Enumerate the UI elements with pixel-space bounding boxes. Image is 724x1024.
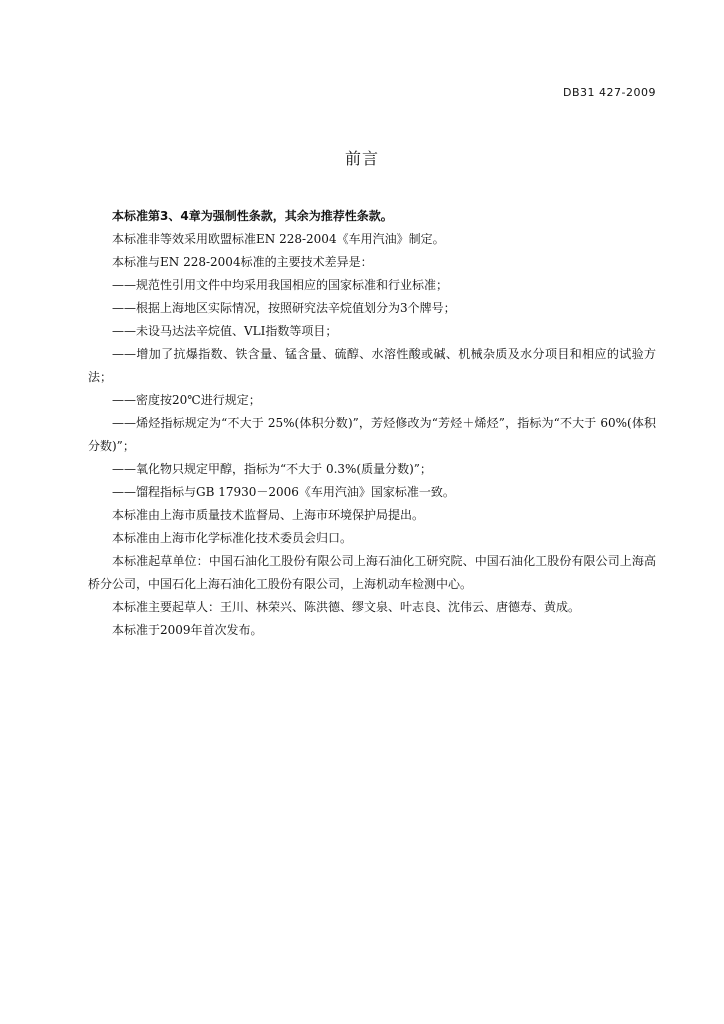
difference-item: ——规范性引用文件中均采用我国相应的国家标准和行业标准； bbox=[112, 278, 449, 292]
paragraph-drafters: 本标准主要起草人：王川、林荣兴、陈洪德、缪文泉、叶志良、沈伟云、唐德寿、黄成。 bbox=[112, 600, 581, 614]
difference-item: ——馏程指标与GB 17930－2006《车用汽油》国家标准一致。 bbox=[112, 485, 455, 499]
difference-item: ——未设马达法辛烷值、VLI指数等项目； bbox=[112, 324, 338, 338]
document-code: DB31 427-2009 bbox=[563, 86, 656, 99]
foreword-body bbox=[88, 205, 656, 642]
paragraph-mandatory-clauses: 本标准第3、4章为强制性条款，其余为推荐性条款。 bbox=[112, 209, 393, 223]
paragraph-proposer: 本标准由上海市质量技术监督局、上海市环境保护局提出。 bbox=[112, 508, 425, 522]
paragraph-centralized-by: 本标准由上海市化学标准化技术委员会归口。 bbox=[112, 531, 353, 545]
paragraph-first-release: 本标准于2009年首次发布。 bbox=[112, 623, 263, 637]
paragraph-drafting-units: 本标准起草单位：中国石油化工股份有限公司上海石油化工研究院、中国石油化工股份有限公司上海高桥分公司，中国石化上海石油化工股份有限公司，上海机动车检测中心。 bbox=[88, 554, 656, 591]
difference-item: ——根据上海地区实际情况，按照研究法辛烷值划分为3个牌号； bbox=[112, 301, 456, 315]
section-title: 前言 bbox=[344, 149, 379, 168]
difference-item: ——烯烃指标规定为“不大于 25%(体积分数)”，芳烃修改为“芳烃＋烯烃”，指标为“不大于 60%(体积分数)”； bbox=[88, 416, 656, 453]
paragraph-differences-intro: 本标准与EN 228-2004标准的主要技术差异是： bbox=[112, 255, 373, 269]
difference-item: ——氧化物只规定甲醇，指标为“不大于 0.3%(质量分数)”； bbox=[112, 462, 432, 476]
difference-item: ——增加了抗爆指数、铁含量、锰含量、硫醇、水溶性酸或碱、机械杂质及水分项目和相应的试验方法； bbox=[88, 347, 656, 384]
paragraph-adoption: 本标准非等效采用欧盟标准EN 228-2004《车用汽油》制定。 bbox=[112, 232, 445, 246]
difference-item: ——密度按20℃进行规定； bbox=[112, 393, 261, 407]
